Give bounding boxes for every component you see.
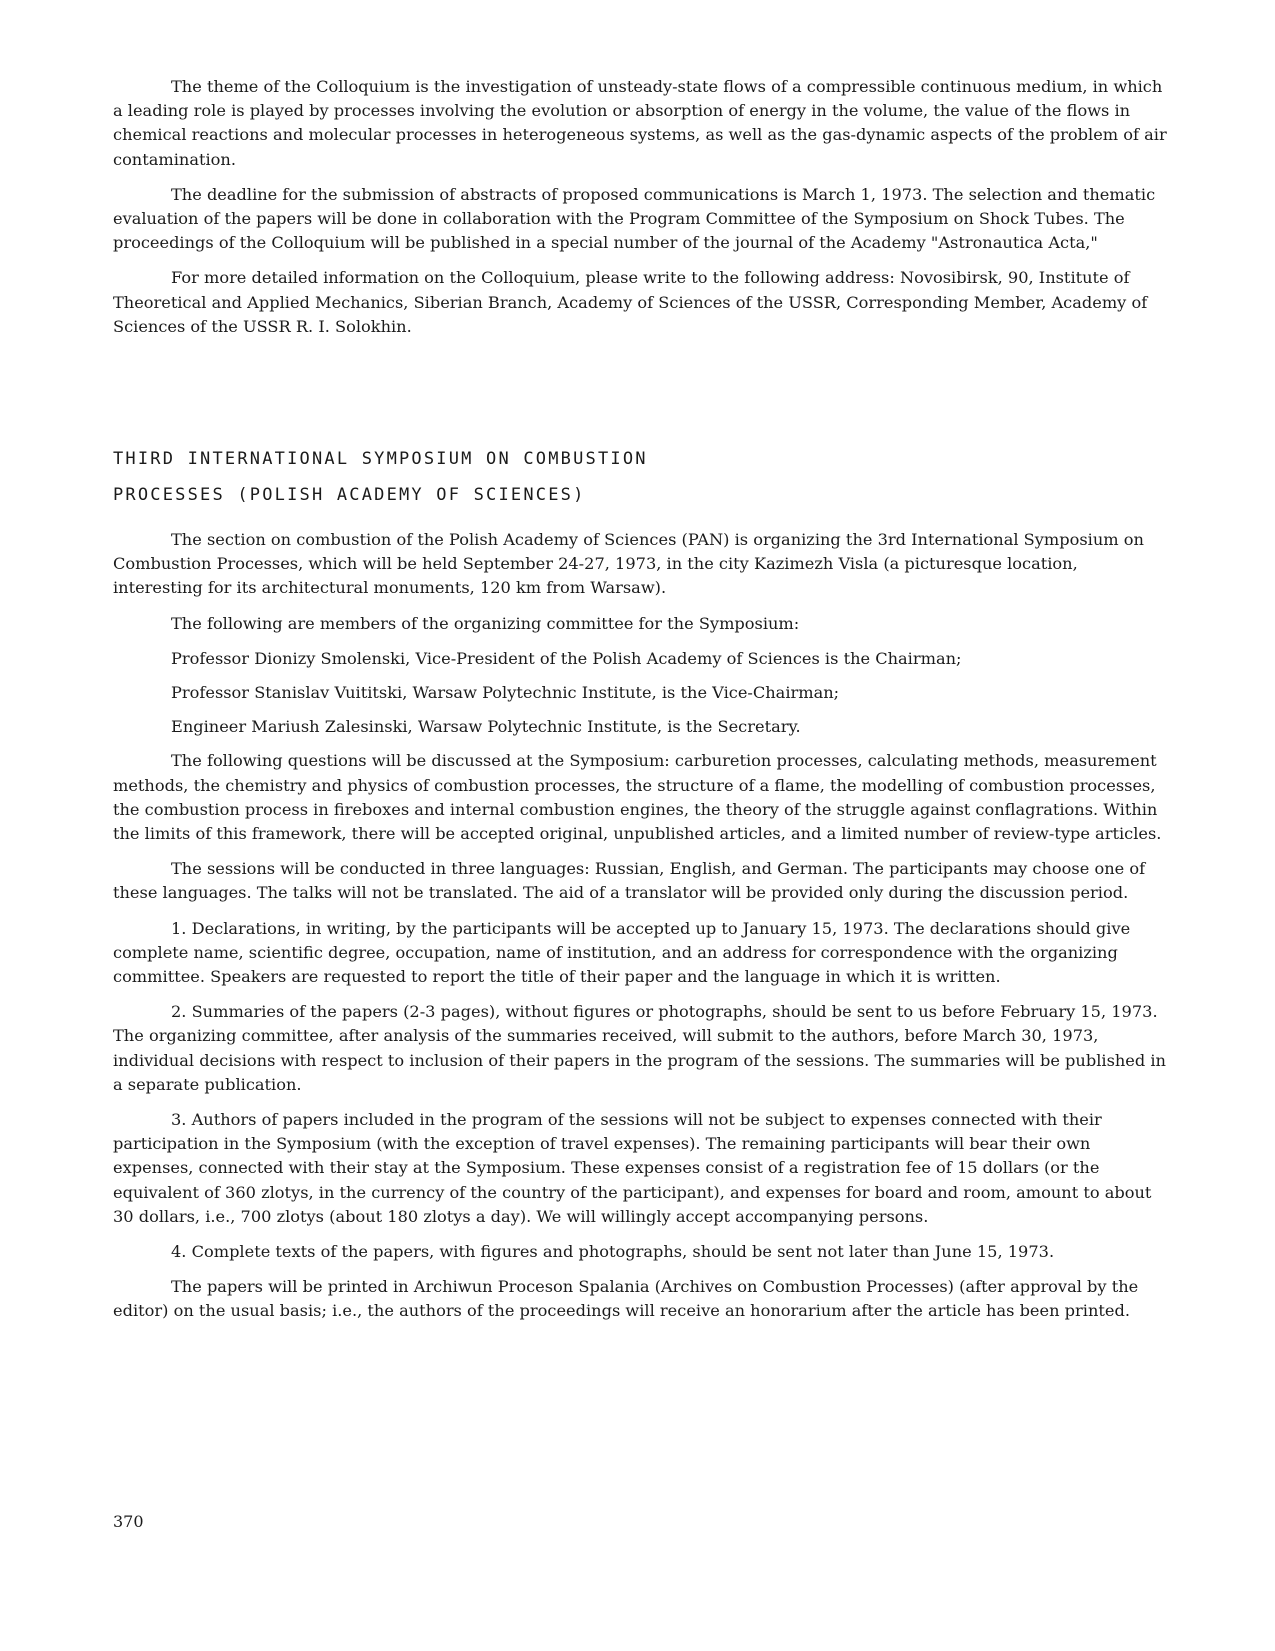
committee-member-vice-chairman: Professor Stanislav Vuititski, Warsaw Polytechnic Institute, is the Vice-Chairman; bbox=[171, 683, 840, 703]
section-heading-line-2: PROCESSES (POLISH ACADEMY OF SCIENCES) bbox=[113, 485, 586, 505]
languages-paragraph: The sessions will be conducted in three languages: Russian, English, and German. The participants may choose one of these languages. The talks will not be translated. The aid of a translator will be provided only during the discussion period. bbox=[113, 859, 1146, 903]
publication-paragraph: The papers will be printed in Archiwun Proceson Spalania (Archives on Combustion Processes) (after approval by the editor) on the usual basis; i.e., the authors of the proceedings will receive an honorarium after the article has been printed. bbox=[113, 1277, 1139, 1321]
numbered-item-2: 2. Summaries of the papers (2-3 pages), without figures or photographs, should be sent to us before February 15, 1973. The organizing committee, after analysis of the summaries received, will submit to the authors, before March 30, 1973, individual decisions with respect to inclusion of their papers in the program of the sessions. The summaries will be published in a separate publication. bbox=[113, 1002, 1166, 1094]
section-heading-line-1: THIRD INTERNATIONAL SYMPOSIUM ON COMBUSTION bbox=[113, 449, 648, 469]
colloquium-address-paragraph: For more detailed information on the Colloquium, please write to the following address: Novosibirsk, 90, Institute of Theoretical and Applied Mechanics, Siberian Branch, Academy of Sciences of the USSR, Corresponding Member, Academy of Sciences of the USSR R. I. Solokhin. bbox=[113, 268, 1148, 336]
colloquium-deadline-paragraph: The deadline for the submission of abstracts of proposed communications is March 1, 1973. The selection and thematic evaluation of the papers will be done in collaboration with the Program Committee of the Symposium on Shock Tubes. The proceedings of the Colloquium will be published in a special number of the journal of the Academy "Astronautica Acta," bbox=[113, 184, 1156, 253]
numbered-item-4: 4. Complete texts of the papers, with figures and photographs, should be sent not later than June 15, 1973. bbox=[171, 1242, 1055, 1262]
colloquium-theme-paragraph: The theme of the Colloquium is the investigation of unsteady-state flows of a compressible continuous medium, in which a leading role is played by processes involving the evolution or absorption of energy in the volume, the value of the flows in chemical reactions and molecular processes in heterogeneous systems, as well as the gas-dynamic aspects of the problem of air contamination. bbox=[113, 77, 1167, 169]
colloquium-section bbox=[113, 75, 1168, 350]
page-number: 370 bbox=[113, 1512, 144, 1531]
committee-member-secretary: Engineer Mariush Zalesinski, Warsaw Polytechnic Institute, is the Secretary. bbox=[171, 717, 801, 737]
committee-intro-paragraph: The following are members of the organizing committee for the Symposium: bbox=[171, 613, 800, 633]
section-heading bbox=[113, 441, 1113, 513]
symposium-section bbox=[113, 528, 1168, 1335]
topics-paragraph: The following questions will be discussed at the Symposium: carburetion processes, calculating methods, measurement methods, the chemistry and physics of combustion processes, the structure of a flame, the modelling of combustion processes, the combustion process in fireboxes and internal combustion engines, the theory of the struggle against conflagrations. Within the limits of this framework, there will be accepted original, unpublished articles, and a limited number of review-type articles. bbox=[113, 751, 1162, 844]
symposium-intro-paragraph: The section on combustion of the Polish Academy of Sciences (PAN) is organizing the 3rd International Symposium on Combustion Processes, which will be held September 24-27, 1973, in the city Kazimezh Visla (a picturesque location, interesting for its architectural monuments, 120 km from Warsaw). bbox=[113, 530, 1144, 598]
numbered-item-1: 1. Declarations, in writing, by the participants will be accepted up to January 15, 1973. The declarations should give complete name, scientific degree, occupation, name of institution, and an address for correspondence with the organizing committee. Speakers are requested to report the title of their paper and the language in which it is written. bbox=[113, 918, 1131, 987]
committee-member-chairman: Professor Dionizy Smolenski, Vice-President of the Polish Academy of Sciences is the Chairman; bbox=[171, 648, 962, 668]
numbered-item-3: 3. Authors of papers included in the program of the sessions will not be subject to expenses connected with their participation in the Symposium (with the exception of travel expenses). The remaining participants will bear their own expenses, connected with their stay at the Symposium. These expenses consist of a registration fee of 15 dollars (or the equivalent of 360 zlotys, in the currency of the country of the participant), and expenses for board and room, amount to about 30 dollars, i.e., 700 zlotys (about 180 zlotys a day). We will willingly accept accompanying persons. bbox=[113, 1110, 1152, 1226]
